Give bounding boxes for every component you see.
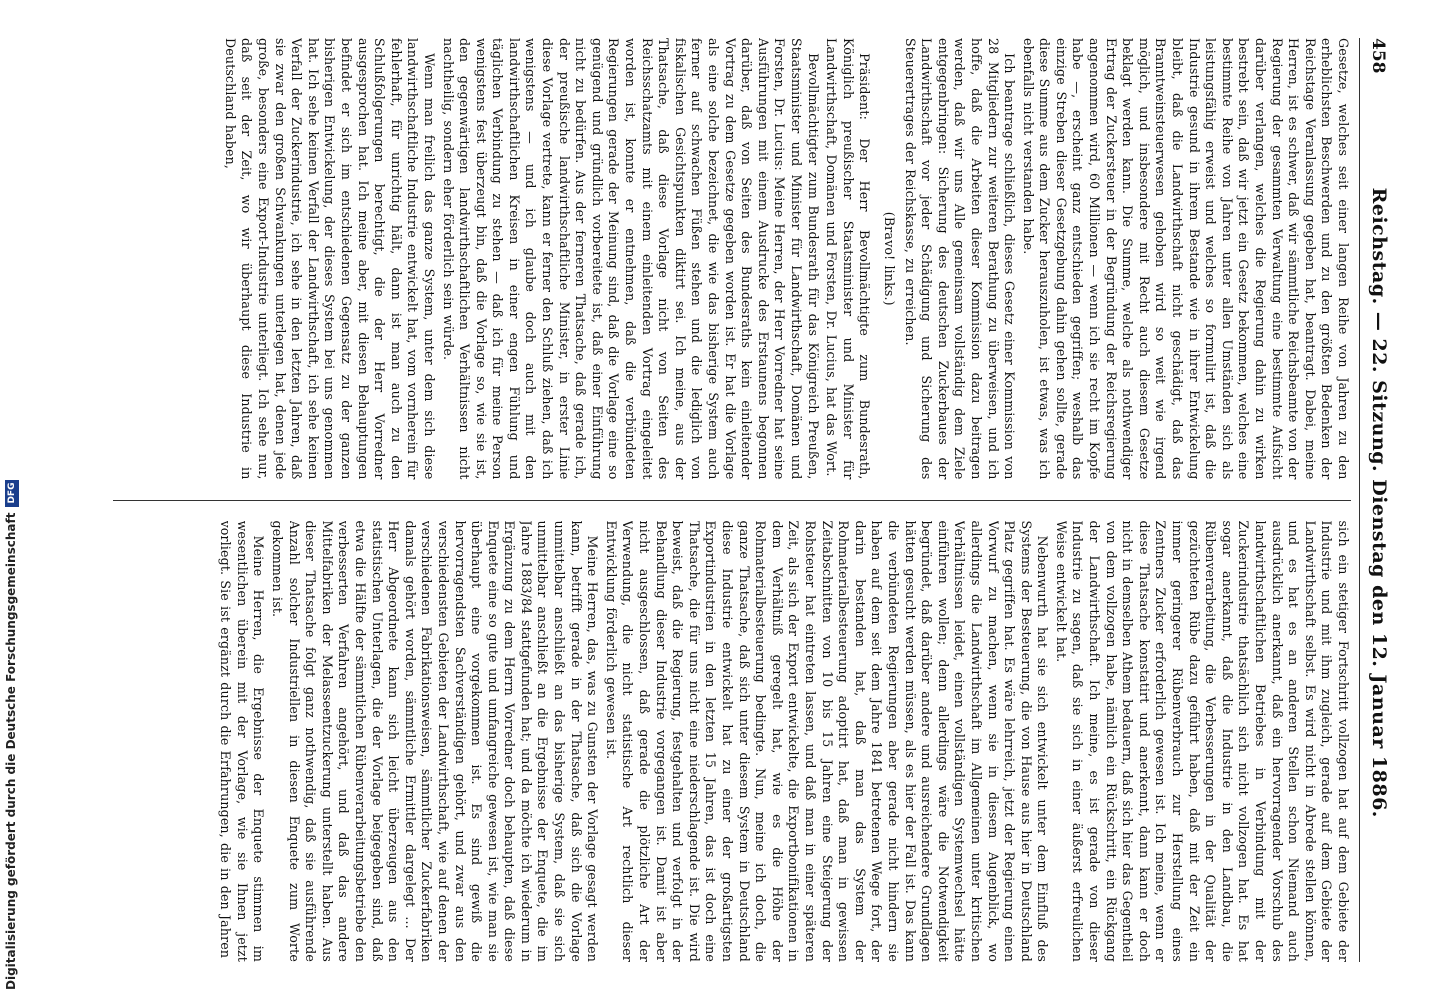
column-divider [113, 500, 1351, 501]
paragraph: Meine Herren, die Ergebnisse der Enquete stimmen im wesentlichen überein mit der Vorlage, wie sie Ihnen jetzt vorliegt. Sie ist ergänzt durch die Erfahrungen, die in den Jahren [218, 520, 267, 962]
page-header [1359, 38, 1390, 962]
digitization-credit-text: Digitalisierung gefördert durch die Deutsche Forschungsgemeinschaft [4, 512, 18, 990]
right-column [113, 521, 1351, 963]
paragraph-speaker: Bevollmächtigter zum Bundesrath für das Königreich Preußen, Staatsminister und Minister für Landwirthschaft, Domänen und Forsten, Dr. Lucius: Meine Herren, der Herr Vorredner hat seine Ausführungen mit einem Ausdrucke des Erstaunens begonnen darüber, daß von Seiten des Bundesraths kein einleitender Vortrag zu dem Gesetze gegeben worden ist. Er hat die Vorlage als eine solche bezeichnet, die wie das bisherige System auch ferner auf schwachen Füßen stehen und die lediglich von fiskalischen Gesichtspunkten diktirt sei. Ich meine, aus der Thatsache, daß diese Vorlage nicht von Seiten des Reichsschatzamts mit einem einleitenden Vortrag eingeleitet worden ist, konnte er entnehmen, daß die verbündeten Regierungen gerade der Meinung sind, daß die Vorlage eine so genügend und gründlich vorbereitete ist, daß einer Einführung nicht zu bedürfen. Aus der ferneren Thatsache, daß gerade ich, der preußische landwirthschaftliche Minister, in erster Linie diese Vorlage vertrete, kann er ferner den Schluß ziehen, daß ich wenigstens — und ich glaube doch auch mit den landwirthschaftlichen Kreisen in einer engen Fühlung und täglichen Verbindung zu stehen — daß ich für meine Person wenigstens fest überzeugt bin, daß die Vorlage so, wie sie ist, den gegenwärtigen landwirthschaftlichen Verhältnissen nicht nachtheilig, sondern eher förderlich sein würde. [440, 38, 821, 480]
paragraph: sich ein stetiger Fortschritt vollzogen hat auf dem Gebiete der Industrie und mit ihm zugleich, gerade auf dem Gebiete der Landwirthschaft selbst. Es wird nicht in Abrede stellen können, und es hat es an anderen Stellen schon Niemand auch ausdrücklich anerkannt, daß ein hervorragender Vorschub des landwirthschaftlichen Betriebes in Verbindung mit der Zuckerindustrie thatsächlich sich nicht vollzogen hat. Es hat sogar anerkannt, daß die Industrie in den Landbau, die Rübenverarbeitung, die Verbesserungen in der Qualität der gezüchteten Rübe dazu geführt haben, daß mit der Zeit ein immer geringerer Rübenverbrauch zur Herstellung eines Zentners Zucker erforderlich gewesen ist. Ich meine, wenn er diese Thatsache konstatirt und anerkennt, dann kann er doch nicht in demselben Athem bedauern, daß sich hier das Gegentheil von dem vollzogen habe, nämlich ein Rückschritt, ein Rückgang der Landwirthschaft. Ich meine, es ist gerade von dieser Industrie zu sagen, daß sie sich in einer äußerst erfreulichen Weise entwickelt hat. [1053, 520, 1351, 962]
page-running-title: Reichstag. — 22. Sitzung. Dienstag den 12. Januar 1886. [1368, 187, 1390, 818]
paragraph: Wenn man freilich das ganze System, unter dem sich diese landwirthschaftliche Industrie entwickelt hat, vom vornherein für fehlerhaft, für unrichtig hält, dann ist man auch zu den Schlußfolgerungen berechtigt, die der Herr Vorredner ausgesprochen hat. Ich meine aber, mit diesen Behauptungen befindet er sich im entschiedenen Gegensatz zu der ganzen bisherigen Entwickelung, der dieses System bei uns genommen hat. Ich sehe keinen Verfall der Landwirthschaft, ich sehe keinen Verfall der Zuckerindustrie, ich sehe in den letzten Jahren, daß sie zwar den großen Schwankungen unterlegen hat, denen jede große, besonders eine Export-Industrie unterliegt. Ich sehe nur, daß seit der Zeit, wo wir überhaupt diese Industrie in Deutschland haben, [222, 38, 437, 480]
paragraph: Nebenwurth hat sie sich entwickelt unter dem Einfluß des Systems der Besteuerung, die von Hause aus hier in Deutschland Platz gegriffen hat. Es wäre lehrreich, jetzt der Regierung einen Vorwurf zu machen, wenn sie in diesem Augenblick, wo allerdings die Landwirthschaft im Allgemeinen unter kritischen Verhältnissen leidet, einen vollständigen Systemwechsel hätte einführen wollen; denn allerdings wäre die Notwendigkeit begründet, daß darüber andere und ausreichendere Grundlagen hätten gesucht werden müssen, als es hier der Fall ist. Das kann die verbündeten Regierungen aber gerade nicht hindern sie haben auf dem seit dem Jahre 1841 betretenen Wege fort, der darin bestanden hat, daß man das System der Rohmaterialbesteuerung adoptirt hat, daß man in gewissen Zeitabschnitten von 10 bis 15 Jahren eine Steigerung der Rohsteuer hat eintreten lassen, und daß man in einer späteren Zeit, als sich der Export entwickelte, die Exportbonifikationen in dem Verhältniß geregelt hat, wie es die Höhe der Rohmaterialbesteuerung bedingte. Nun, meine ich doch, die ganze Thatsache, daß sich unter diesem System in Deutschland diese Industrie entwickelt hat zu einer der großartigsten Exportindustrien in den letzten 15 Jahren, das ist doch eine Thatsache, die für uns nicht eine niederschlagende ist. Die wird beweist, daß die Regierung, festgehalten und verfolgt in der Behandlung dieser Industrie vorgegangen ist. Damit ist aber nicht ausgeschlossen, daß gerade die plötzliche Art der Verwendung, die nicht statistische Art rechtlich dieser Entwicklung förderlich gewesen ist. [603, 520, 1051, 962]
paragraph: Ich beantrage schließlich, dieses Gesetz einer Kommission von 28 Mitgliedern zur weiteren Berathung zu überweisen, und ich hoffe, daß die Arbeiten dieser Kommission dazu beitragen werden, daß wir uns Alle gemeinsam vollständig dem Ziele entgegenbringen: Sicherung des deutschen Zuckerbaues der Landwirthschaft vor jeder Schädigung und Sicherung des Steuerertrages der Reichskasse, zu erreichen. [902, 38, 1018, 480]
left-column [113, 38, 1351, 480]
dfg-logo: DFG [5, 480, 19, 507]
scanned-page [108, 8, 1408, 992]
digitization-credit [1, 0, 21, 990]
applause-note: (Bravo! links.) [881, 211, 897, 306]
paragraph: Gesetze, welches seit einer langen Reihe von Jahren zu den erheblichsten Beschwerden und zu den größten Bedenken der Reichstage Veranlassung gegeben hat, beantragt. Dabei, meine Herren, ist es schwer, daß wir sämmtliche Reichsbeamte von der Regierung der gesammten Verwaltung eine bestimmte Aufsicht darüber verlangen, welches die Regierung dahin zu wirken bestrebt sein, daß wir jetzt ein Gesetz bekommen, welches eine bestimmte Reihe von Jahren unter allen Umständen sich als leistungsfähig erweist und welches so formulirt ist, daß die Industrie gesund in ihrem Bestande wie in ihrer Entwickelung bleibt, daß die Landwirthschaft nicht geschädigt, daß das Branntweinsteuerwesen gehoben wird so weit wie irgend möglich, und insbesondere mit Recht auch diesem Gesetze beklagt werden kann. Die Summe, welche als nothwendiger Ertrag der Zuckersteuer in der Begründung der Reichsregierung angenommen wird, 60 Millionen — wenn ich sie recht im Kopfe habe —, erscheint ganz entschieden gegriffen; weshalb das einzige Streben dieser Gesetzgebung dahin gehen sollte, gerade diese Summe aus dem Zucker herauszuholen, ist etwas, was ich ebenfalls nicht verstanden habe. [1020, 38, 1351, 480]
paragraph-president: Präsident: Der Herr Bevollmächtigte zum Bundesrath, Königlich preußischer Staatsminister und Minister für Landwirthschaft, Domänen und Forsten, Dr. Lucius, hat das Wort. [824, 38, 873, 480]
paragraph: Meine Herren, das, was zu Gunsten der Vorlage gesagt werden kann, betrifft gerade in der Thatsache, daß sich die Vorlage unmittelbar anschließt an das bisherige System, daß sie sich unmittelbar anschließt an die Ergebnisse der Enquete, die im Jahre 1883/84 stattgefunden hat; und da möchte ich wiederum in Ergänzung zu dem Herrn Vorredner doch behaupten, daß diese Enquete eine so gute und umfangreiche gewesen ist, wie man sie überhaupt eine vorgekommen ist. Es sind gewiß die hervorragendsten Sachverständigen gehört, und zwar aus den verschiedensten Gebieten der Landwirthschaft, wie auf denen der verschiedenen Fabrikationsweisen, sämmtlicher Zuckerfabriken damals gehört worden, sämmtliche Ermittler dargelegt ... Der Herr Abgeordnete kann sich leicht überzeugen aus den statistischen Unterlagen, die der Vorlage beigegeben sind, daß etwa die Hälfte der sämmtlichen Rübenverarbeitungsbetriebe den verbesserten Verfahren angehört, und daß das andere Mittelfabriken der Melasseentzuckerung unterstellt haben. Aus dieser Thatsache folgt ganz nothwendig, daß sie ausführende Anzahl solcher Industriellen in diesen Enquete zum Worte gekommen ist. [270, 520, 601, 962]
text-columns [113, 38, 1351, 962]
side-watermark-strip [0, 0, 22, 1000]
page-number: 458 [1368, 38, 1388, 74]
